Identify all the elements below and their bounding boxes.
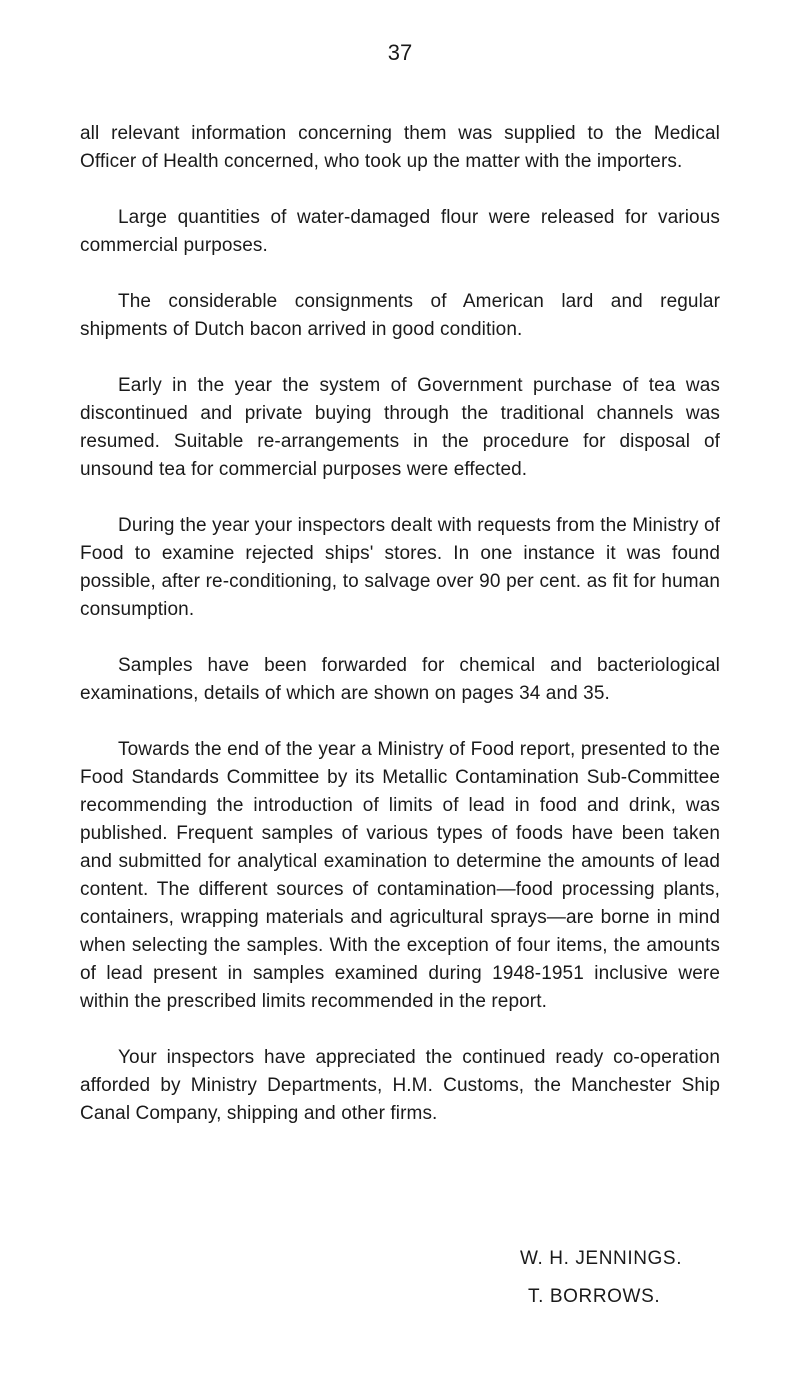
- signatory-borrows: T. BORROWS.: [528, 1286, 661, 1307]
- signature-block: [520, 1240, 780, 1316]
- report-body: [80, 120, 720, 1156]
- paragraph-flour: Large quantities of water-damaged flour were released for various commercial purposes.: [80, 207, 720, 256]
- signatory-jennings: W. H. JENNINGS.: [520, 1248, 683, 1269]
- paragraph-lead-contamination: Towards the end of the year a Ministry of Food report, presented to the Food Standards Committee by its Metallic Contamination Sub-Committee recommending the introduction of limits of lead in food and drink, was published. Frequent samples of various types of foods have been taken and submitted for analytical examination to determine the amounts of lead content. The different sources of contamination—food processing plants, containers, wrapping materials and agricultural sprays—are borne in mind when selecting the samples. With the exception of four items, the amounts of lead present in samples examined during 1948-1951 inclusive were within the prescribed limits recommended in the report.: [80, 739, 720, 1012]
- paragraph-medical-officer: all relevant information concerning them was supplied to the Medical Officer of Health concerned, who took up the matter with the importers.: [80, 123, 720, 172]
- paragraph-co-operation: Your inspectors have appreciated the continued ready co-operation afforded by Ministry Departments, H.M. Customs, the Manchester Ship Canal Company, shipping and other firms.: [80, 1047, 720, 1124]
- page-number: 37: [387, 40, 413, 65]
- paragraph-lard-bacon: The considerable consignments of American lard and regular shipments of Dutch bacon arrived in good condition.: [80, 291, 720, 340]
- paragraph-ships-stores: During the year your inspectors dealt with requests from the Ministry of Food to examine rejected ships' stores. In one instance it was found possible, after re-conditioning, to salvage over 90 per cent. as fit for human consumption.: [80, 515, 720, 620]
- paragraph-tea: Early in the year the system of Government purchase of tea was discontinued and private buying through the traditional channels was resumed. Suitable re-arrangements in the procedure for disposal of unsound tea for commercial purposes were effected.: [80, 375, 720, 480]
- paragraph-samples: Samples have been forwarded for chemical and bacteriological examinations, details of which are shown on pages 34 and 35.: [80, 655, 720, 704]
